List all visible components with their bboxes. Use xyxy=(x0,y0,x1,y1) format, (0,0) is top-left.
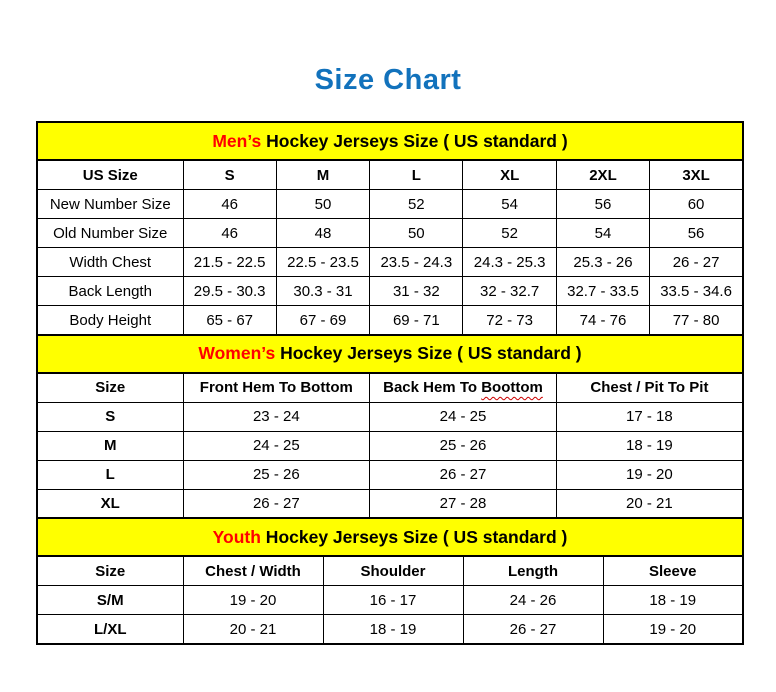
womens-col-header-size: Size xyxy=(37,373,183,403)
womens-cell: 26 - 27 xyxy=(370,460,557,489)
womens-col-header-back-hem-to-boottom xyxy=(370,373,557,403)
youth-column-header-row xyxy=(37,556,743,586)
mens-cell: 56 xyxy=(556,190,649,219)
mens-cell: 60 xyxy=(650,190,743,219)
mens-cell: 54 xyxy=(556,219,649,248)
mens-col-header-s: S xyxy=(183,160,276,190)
mens-col-header-m: M xyxy=(276,160,369,190)
mens-cell: 50 xyxy=(370,219,463,248)
womens-cell: 26 - 27 xyxy=(183,489,370,519)
womens-cell: 23 - 24 xyxy=(183,402,370,431)
youth-cell: 24 - 26 xyxy=(463,586,603,615)
table-row xyxy=(37,615,743,645)
womens-col-header-prefix: Back Hem To xyxy=(383,379,482,396)
page-title: Size Chart xyxy=(314,64,462,96)
womens-col-header-misspelled-word: Boottom xyxy=(481,379,543,396)
mens-cell: 56 xyxy=(650,219,743,248)
womens-cell: 17 - 18 xyxy=(556,402,743,431)
mens-col-header-l: L xyxy=(370,160,463,190)
mens-cell: 23.5 - 24.3 xyxy=(370,248,463,277)
table-row xyxy=(37,219,743,248)
mens-column-header-row xyxy=(37,160,743,190)
mens-col-header-us-size: US Size xyxy=(37,160,183,190)
womens-cell: 25 - 26 xyxy=(183,460,370,489)
table-row xyxy=(37,190,743,219)
mens-cell: 24.3 - 25.3 xyxy=(463,248,556,277)
mens-section-title xyxy=(37,122,743,160)
table-row xyxy=(37,586,743,615)
mens-row-label-new-number-size: New Number Size xyxy=(37,190,183,219)
table-row xyxy=(37,306,743,336)
mens-cell: 54 xyxy=(463,190,556,219)
womens-section-title-highlight: Women’s xyxy=(198,343,276,363)
table-row xyxy=(37,431,743,460)
mens-cell: 26 - 27 xyxy=(650,248,743,277)
mens-row-label-old-number-size: Old Number Size xyxy=(37,219,183,248)
mens-size-table xyxy=(36,121,744,336)
mens-row-label-body-height: Body Height xyxy=(37,306,183,336)
mens-col-header-xl: XL xyxy=(463,160,556,190)
youth-cell: 20 - 21 xyxy=(183,615,323,645)
mens-section-title-rest: Hockey Jerseys Size ( US standard ) xyxy=(261,130,568,151)
mens-section-band xyxy=(37,122,743,160)
womens-cell: 18 - 19 xyxy=(556,431,743,460)
mens-cell: 31 - 32 xyxy=(370,277,463,306)
youth-section-band xyxy=(37,518,743,556)
womens-row-label-xl: XL xyxy=(37,489,183,519)
mens-cell: 74 - 76 xyxy=(556,306,649,336)
womens-row-label-m: M xyxy=(37,431,183,460)
mens-cell: 46 xyxy=(183,190,276,219)
youth-cell: 19 - 20 xyxy=(603,615,743,645)
mens-cell: 29.5 - 30.3 xyxy=(183,277,276,306)
womens-cell: 24 - 25 xyxy=(183,431,370,460)
youth-cell: 18 - 19 xyxy=(323,615,463,645)
womens-cell: 24 - 25 xyxy=(370,402,557,431)
youth-cell: 19 - 20 xyxy=(183,586,323,615)
youth-section-title-highlight: Youth xyxy=(212,526,261,547)
mens-cell: 52 xyxy=(463,219,556,248)
youth-section-title xyxy=(37,518,743,556)
table-row xyxy=(37,460,743,489)
mens-cell: 25.3 - 26 xyxy=(556,248,649,277)
womens-cell: 25 - 26 xyxy=(370,431,557,460)
youth-section-title-rest: Hockey Jerseys Size ( US standard ) xyxy=(260,526,568,547)
youth-row-label-s-m: S/M xyxy=(37,586,183,615)
mens-row-label-width-chest: Width Chest xyxy=(37,248,183,277)
table-row xyxy=(37,248,743,277)
mens-cell: 50 xyxy=(276,190,369,219)
mens-col-header-2xl: 2XL xyxy=(556,160,649,190)
youth-cell: 18 - 19 xyxy=(603,586,743,615)
womens-cell: 20 - 21 xyxy=(556,489,743,519)
mens-cell: 22.5 - 23.5 xyxy=(276,248,369,277)
youth-col-header-sleeve: Sleeve xyxy=(603,556,743,586)
mens-cell: 72 - 73 xyxy=(463,306,556,336)
youth-col-header-shoulder: Shoulder xyxy=(323,556,463,586)
youth-cell: 16 - 17 xyxy=(323,586,463,615)
mens-row-label-back-length: Back Length xyxy=(37,277,183,306)
womens-col-header-chest-pit-to-pit: Chest / Pit To Pit xyxy=(556,373,743,403)
mens-cell: 21.5 - 22.5 xyxy=(183,248,276,277)
table-row xyxy=(37,277,743,306)
mens-cell: 65 - 67 xyxy=(183,306,276,336)
youth-size-table xyxy=(36,517,744,645)
mens-col-header-3xl: 3XL xyxy=(650,160,743,190)
youth-col-header-chest-width: Chest / Width xyxy=(183,556,323,586)
mens-cell: 67 - 69 xyxy=(276,306,369,336)
womens-section-title xyxy=(37,335,743,373)
size-tables-container xyxy=(36,121,744,645)
mens-section-title-highlight: Men’s xyxy=(212,130,262,151)
mens-cell: 32.7 - 33.5 xyxy=(556,277,649,306)
womens-section-title-rest: Hockey Jerseys Size ( US standard ) xyxy=(275,343,582,363)
table-row xyxy=(37,402,743,431)
table-row xyxy=(37,489,743,519)
womens-col-header-front-hem-to-bottom: Front Hem To Bottom xyxy=(183,373,370,403)
mens-cell: 48 xyxy=(276,219,369,248)
youth-col-header-length: Length xyxy=(463,556,603,586)
youth-col-header-size: Size xyxy=(37,556,183,586)
youth-row-label-l-xl: L/XL xyxy=(37,615,183,645)
womens-row-label-s: S xyxy=(37,402,183,431)
mens-cell: 69 - 71 xyxy=(370,306,463,336)
womens-section-band xyxy=(37,335,743,373)
mens-cell: 32 - 32.7 xyxy=(463,277,556,306)
youth-cell: 26 - 27 xyxy=(463,615,603,645)
mens-cell: 46 xyxy=(183,219,276,248)
mens-cell: 30.3 - 31 xyxy=(276,277,369,306)
mens-cell: 77 - 80 xyxy=(650,306,743,336)
womens-cell: 19 - 20 xyxy=(556,460,743,489)
womens-cell: 27 - 28 xyxy=(370,489,557,519)
mens-cell: 52 xyxy=(370,190,463,219)
mens-cell: 33.5 - 34.6 xyxy=(650,277,743,306)
womens-column-header-row xyxy=(37,373,743,403)
womens-size-table xyxy=(36,334,744,520)
womens-row-label-l: L xyxy=(37,460,183,489)
